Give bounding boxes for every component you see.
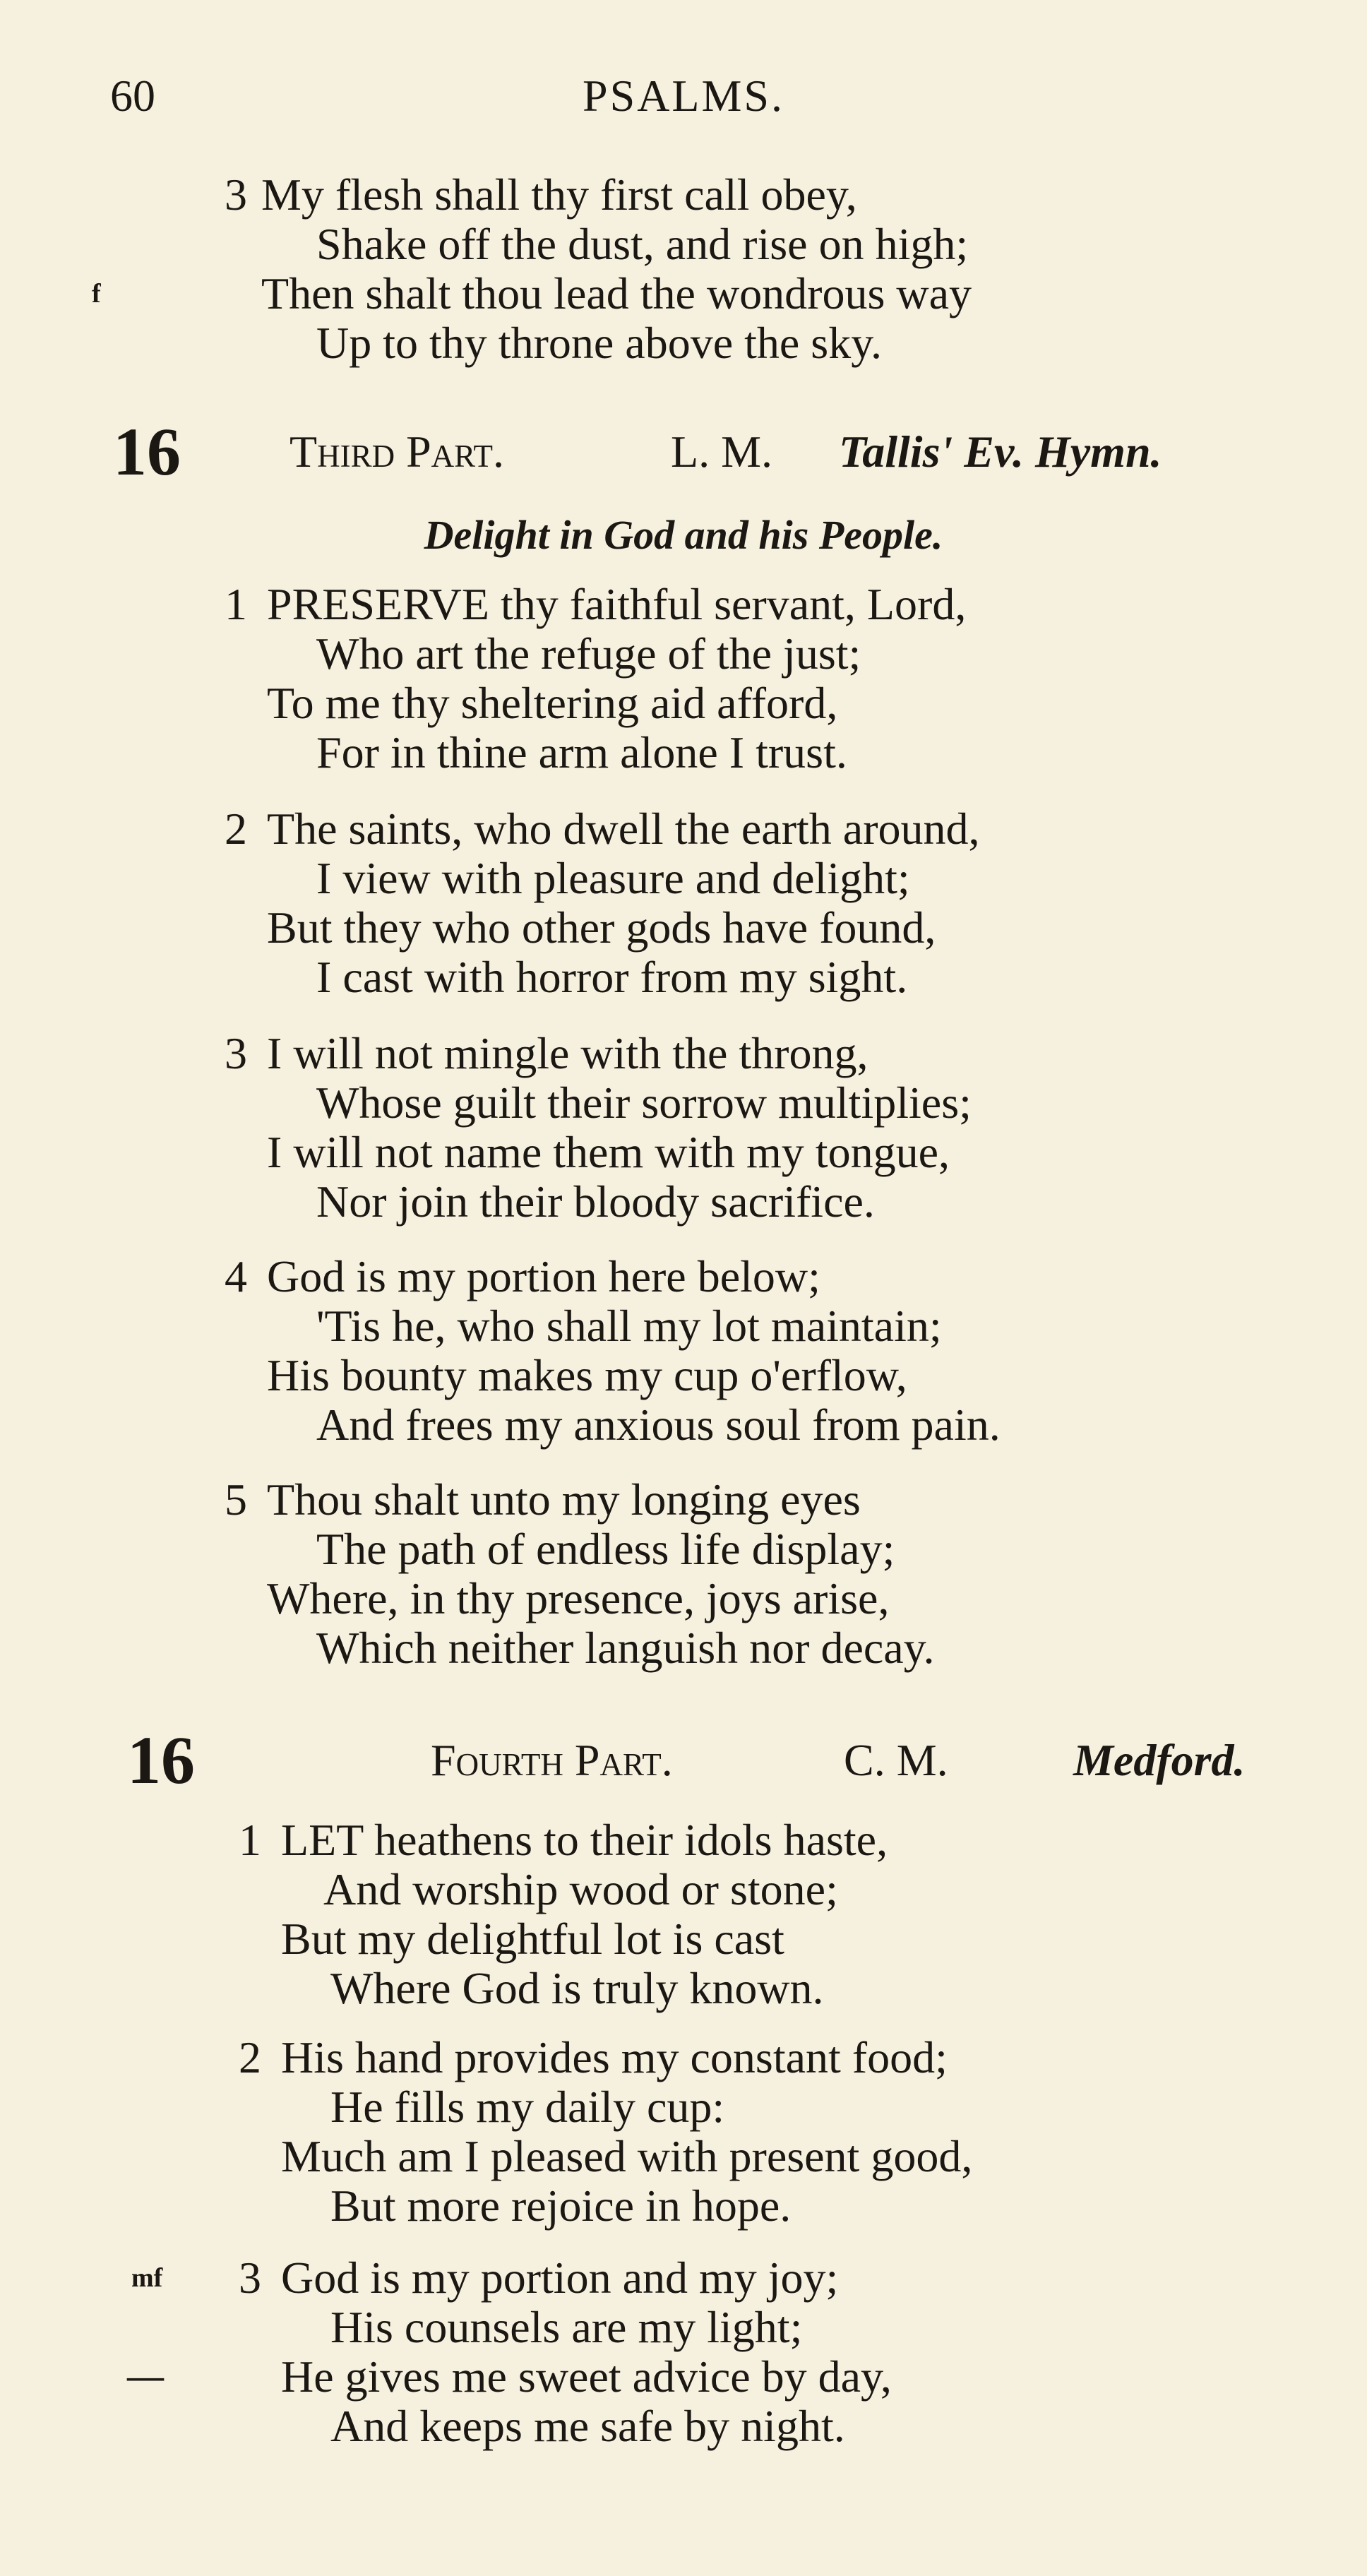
verse-line: LET heathens to their idols haste, bbox=[281, 1815, 888, 1865]
page-number: 60 bbox=[110, 71, 155, 121]
verse-line: Where, in thy presence, joys arise, bbox=[267, 1573, 890, 1623]
verse-line: I view with pleasure and delight; bbox=[316, 853, 910, 903]
verse-line: To me thy sheltering aid afford, bbox=[267, 678, 838, 728]
psalm-number: 16 bbox=[127, 1722, 195, 1798]
verse-line: For in thine arm alone I trust. bbox=[316, 727, 847, 777]
verse-number: 1 bbox=[239, 1815, 261, 1865]
verse-number: 5 bbox=[225, 1474, 247, 1525]
verse-line: 'Tis he, who shall my lot maintain; bbox=[316, 1301, 942, 1351]
verse-line: I will not name them with my tongue, bbox=[267, 1127, 950, 1177]
verse-number: 3 bbox=[225, 1028, 247, 1078]
verse-number: 4 bbox=[225, 1251, 247, 1301]
verse-line: Much am I pleased with present good, bbox=[281, 2131, 973, 2181]
verse-line: The path of endless life display; bbox=[316, 1524, 895, 1574]
verse-line: But they who other gods have found, bbox=[267, 902, 936, 953]
verse-line: I will not mingle with the throng, bbox=[267, 1028, 868, 1078]
meter-label: C. M. bbox=[844, 1735, 948, 1785]
verse-line: Who art the refuge of the just; bbox=[316, 628, 861, 679]
verse-number: 3 bbox=[239, 2253, 261, 2303]
verse-line: My flesh shall thy first call obey, bbox=[261, 169, 857, 220]
verse-number: 3 bbox=[225, 169, 247, 220]
tune-name: Tallis' Ev. Hymn. bbox=[839, 427, 1162, 477]
verse-line: And frees my anxious soul from pain. bbox=[316, 1400, 1001, 1450]
verse-line: The saints, who dwell the earth around, bbox=[267, 804, 980, 854]
verse-line: Then shalt thou lead the wondrous way bbox=[261, 268, 972, 318]
verse-line: Nor join their bloody sacrifice. bbox=[316, 1176, 875, 1227]
dynamic-mark: — bbox=[127, 2356, 164, 2397]
verse-line: But my delightful lot is cast bbox=[281, 1914, 784, 1964]
verse-line: Up to thy throne above the sky. bbox=[316, 318, 883, 368]
verse-line: He fills my daily cup: bbox=[330, 2082, 725, 2132]
verse-line: Which neither languish nor decay. bbox=[316, 1623, 935, 1673]
verse-line: God is my portion and my joy; bbox=[281, 2253, 839, 2303]
verse-line: And keeps me safe by night. bbox=[330, 2401, 845, 2451]
dynamic-mark: mf bbox=[131, 2263, 163, 2293]
part-label: Third Part. bbox=[289, 427, 504, 477]
verse-line: Thou shalt unto my longing eyes bbox=[267, 1474, 861, 1525]
verse-line: He gives me sweet advice by day, bbox=[281, 2351, 892, 2402]
verse-line: PRESERVE thy faithful servant, Lord, bbox=[267, 579, 967, 629]
page-title: PSALMS. bbox=[583, 71, 784, 121]
meter-label: L. M. bbox=[671, 427, 772, 477]
verse-number: 2 bbox=[239, 2032, 261, 2082]
tune-name: Medford. bbox=[1073, 1735, 1246, 1785]
hymn-subtitle: Delight in God and his People. bbox=[424, 512, 943, 558]
verse-line: God is my portion here below; bbox=[267, 1251, 820, 1301]
psalm-number: 16 bbox=[113, 414, 181, 489]
verse-line: Where God is truly known. bbox=[330, 1963, 824, 2013]
verse-line: Whose guilt their sorrow multiplies; bbox=[316, 1078, 972, 1128]
part-label: Fourth Part. bbox=[431, 1735, 673, 1785]
verse-number: 1 bbox=[225, 579, 247, 629]
dynamic-mark: f bbox=[92, 279, 101, 309]
verse-line: I cast with horror from my sight. bbox=[316, 952, 908, 1002]
verse-line: His counsels are my light; bbox=[330, 2302, 803, 2352]
verse-line: His bounty makes my cup o'erflow, bbox=[267, 1350, 907, 1400]
verse-line: And worship wood or stone; bbox=[323, 1864, 838, 1914]
verse-line: But more rejoice in hope. bbox=[330, 2181, 792, 2231]
verse-line: Shake off the dust, and rise on high; bbox=[316, 219, 969, 269]
verse-line: His hand provides my constant food; bbox=[281, 2032, 948, 2082]
verse-number: 2 bbox=[225, 804, 247, 854]
